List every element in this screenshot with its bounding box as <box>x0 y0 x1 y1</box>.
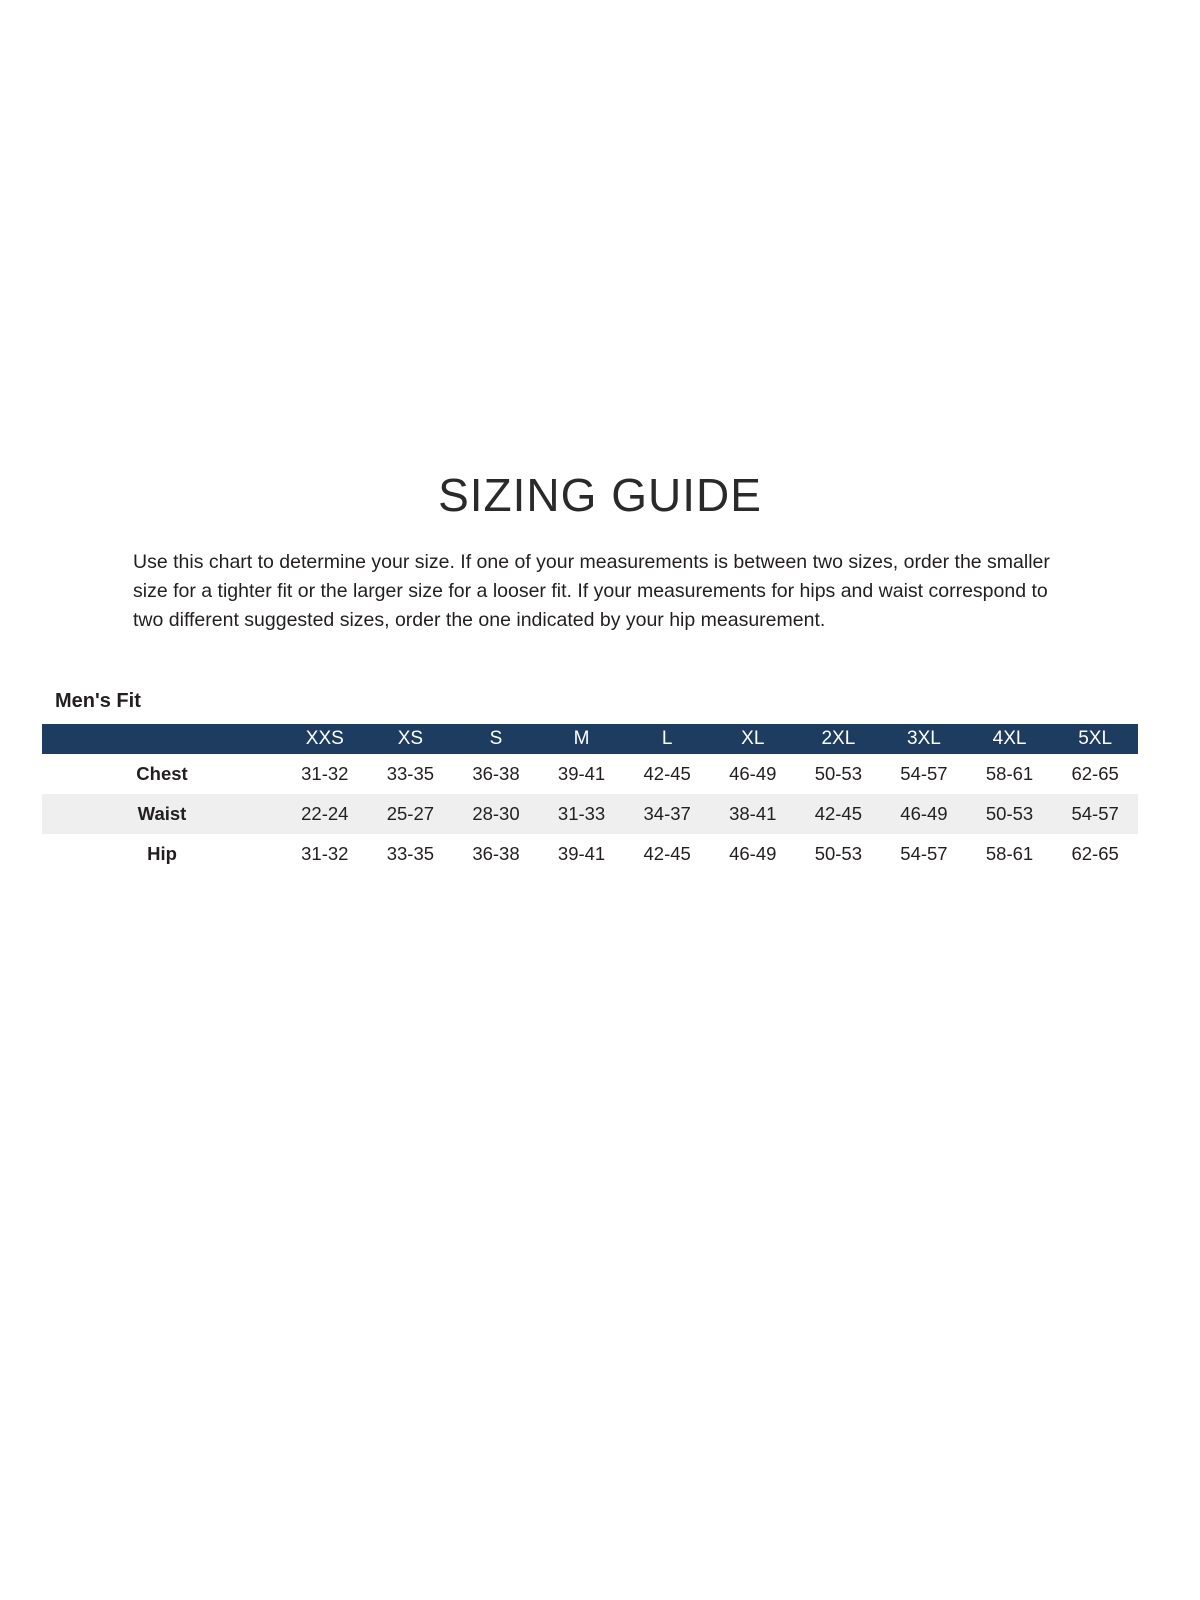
size-column-header: 5XL <box>1078 728 1113 749</box>
size-column-header: XL <box>741 728 765 749</box>
size-cell: 46-49 <box>900 803 948 824</box>
table-row <box>42 834 1138 874</box>
size-cell: 42-45 <box>643 763 691 784</box>
size-cell: 46-49 <box>729 763 777 784</box>
size-cell: 58-61 <box>985 843 1034 864</box>
size-cell: 36-38 <box>472 763 520 784</box>
size-cell: 28-30 <box>472 803 520 824</box>
size-cell: 33-35 <box>386 843 435 864</box>
size-column-header: L <box>661 728 673 749</box>
size-cell: 42-45 <box>814 803 863 824</box>
intro-paragraph: Use this chart to determine your size. If one of your measurements is between two sizes, order the smaller size for a tighter fit or the larger size for a looser fit. If your measurements for hips and waist correspond to two different suggested sizes, order the one indicated by your hip measurement. <box>133 551 1050 631</box>
size-column-header: 3XL <box>907 728 941 749</box>
size-column-header: XXS <box>305 728 344 749</box>
table-row <box>42 754 1138 794</box>
size-cell: 38-41 <box>729 803 777 824</box>
section-label-mens-fit: Men's Fit <box>55 690 141 712</box>
size-cell: 58-61 <box>985 763 1034 784</box>
row-label: Waist <box>137 803 187 824</box>
row-label: Hip <box>147 843 177 864</box>
sizing-table <box>42 724 1138 874</box>
size-cell: 34-37 <box>643 803 691 824</box>
size-cell: 39-41 <box>557 763 606 784</box>
size-cell: 31-32 <box>301 763 349 784</box>
size-cell: 54-57 <box>900 843 948 864</box>
size-cell: 36-38 <box>472 843 520 864</box>
size-cell: 62-65 <box>1071 843 1119 864</box>
table-row <box>42 794 1138 834</box>
size-column-header: 4XL <box>992 728 1027 749</box>
size-cell: 54-57 <box>900 763 948 784</box>
size-cell: 33-35 <box>386 763 435 784</box>
size-column-header: 2XL <box>821 728 856 749</box>
size-cell: 50-53 <box>814 763 863 784</box>
size-column-header: S <box>489 728 503 749</box>
size-cell: 31-33 <box>557 803 606 824</box>
size-cell: 62-65 <box>1071 763 1119 784</box>
size-cell: 31-32 <box>301 843 349 864</box>
size-cell: 42-45 <box>643 843 691 864</box>
page-title: SIZING GUIDE <box>438 469 762 521</box>
size-cell: 50-53 <box>985 803 1034 824</box>
row-label: Chest <box>136 763 188 784</box>
size-cell: 54-57 <box>1071 803 1119 824</box>
size-cell: 46-49 <box>729 843 777 864</box>
size-cell: 22-24 <box>301 803 349 824</box>
size-column-header: M <box>573 728 590 749</box>
size-cell: 50-53 <box>814 843 863 864</box>
table-header-row <box>42 724 1138 754</box>
size-cell: 25-27 <box>386 803 435 824</box>
size-column-header: XS <box>397 728 424 749</box>
size-cell: 39-41 <box>557 843 606 864</box>
